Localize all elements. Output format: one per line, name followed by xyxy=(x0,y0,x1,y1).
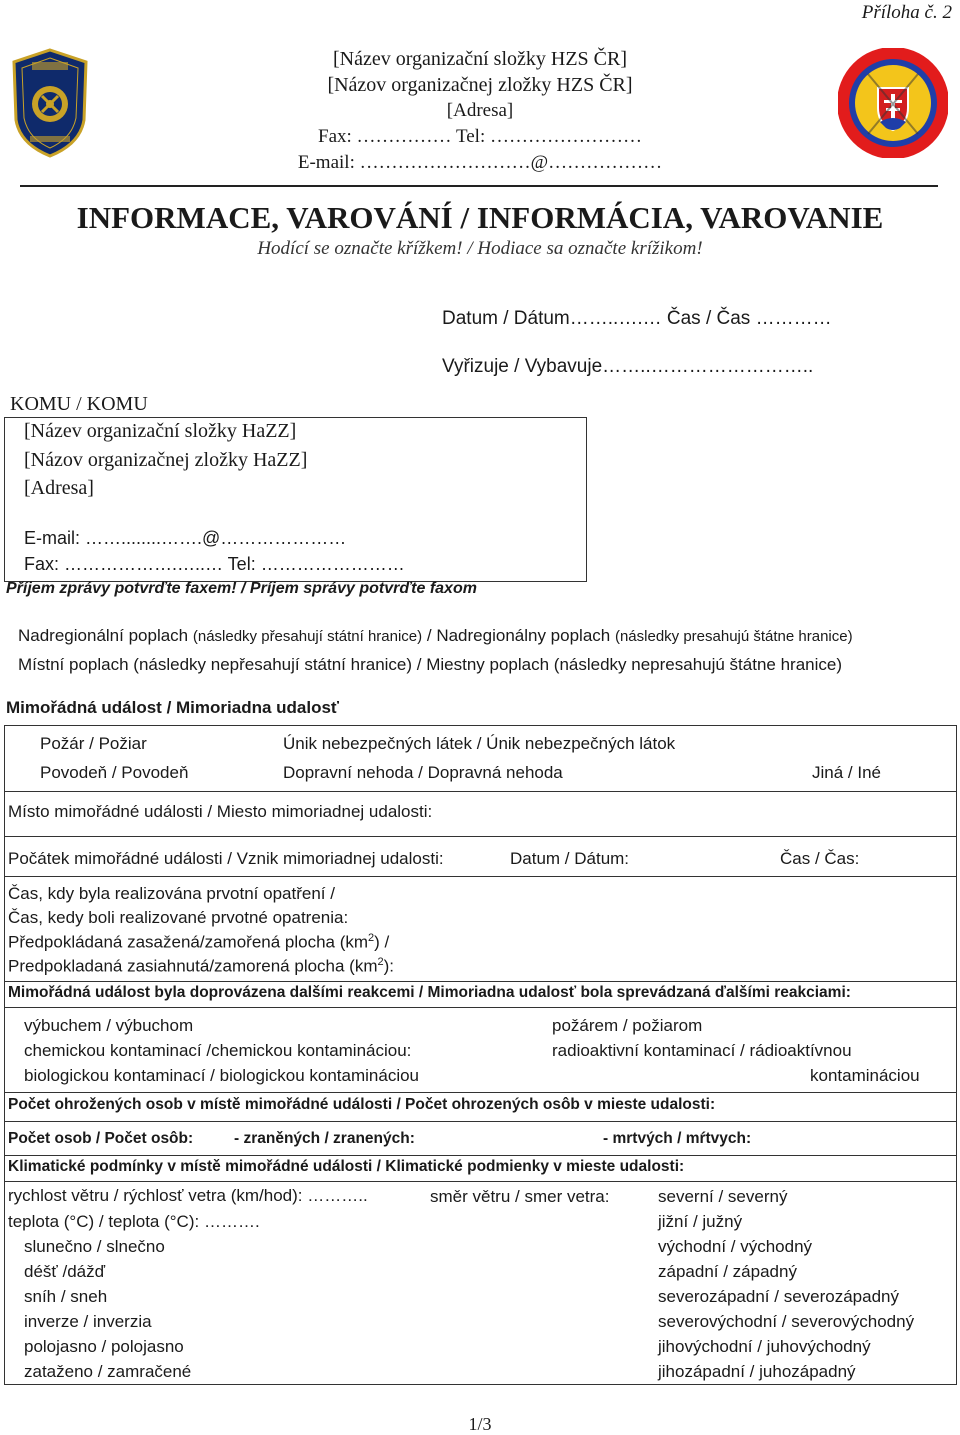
wind-west[interactable]: západní / západný xyxy=(658,1262,797,1281)
header-email: E-mail: ………………………@……………… xyxy=(297,152,663,173)
reaction-fire[interactable]: požárem / požiarom xyxy=(552,1016,703,1035)
reaction-biological[interactable]: biologickou kontaminací / biologickou kontamináciou xyxy=(24,1066,420,1085)
persons-count-label: Počet osob / Počet osôb: xyxy=(8,1130,194,1147)
event-hazmat-leak[interactable]: Únik nebezpečných látek / Únik nebezpečných látok xyxy=(283,734,676,753)
divider xyxy=(5,1181,956,1182)
wind-southwest[interactable]: jihozápadní / juhozápadný xyxy=(658,1362,856,1381)
recipient-fax-tel[interactable]: Fax: ……………….…..… Tel: …………………… xyxy=(24,554,405,574)
reactions-heading: Mimořádná událost byla doprovázena dalšími reakcemi / Mimoriadna udalosť bola sprevádzaná ďalšími reakciami: xyxy=(8,984,851,1001)
page-subtitle: Hodící se označte křížkem! / Hodiace sa označte krížikom! xyxy=(257,238,703,259)
event-traffic-accident[interactable]: Dopravní nehoda / Dopravná nehoda xyxy=(283,763,563,782)
divider xyxy=(5,1155,956,1156)
attachment-label: Příloha č. 2 xyxy=(861,2,952,23)
reaction-radioactive-cont: kontamináciou xyxy=(810,1066,920,1085)
divider xyxy=(5,836,956,837)
wind-direction-label: směr větru / smer vetra: xyxy=(430,1187,610,1206)
wind-north[interactable]: severní / severný xyxy=(658,1187,788,1206)
superscript: 2 xyxy=(368,932,375,944)
divider xyxy=(5,876,956,877)
event-flood[interactable]: Povodeň / Povodeň xyxy=(40,763,189,782)
recipient-org-sk: [Názov organizačnej zložky HaZZ] xyxy=(24,449,308,471)
weather-inversion[interactable]: inverze / inverzia xyxy=(24,1312,152,1331)
alarm-supra-note-sk: (následky presahujú štátne hranice) xyxy=(614,628,853,645)
measures-time-cz: Čas, kdy byla realizována prvotní opatření / xyxy=(8,884,335,903)
affected-area-cz-text: Předpokládaná zasažená/zamořená plocha (km xyxy=(8,932,369,952)
date-time-field[interactable]: Datum / Dátum……..….… Čas / Čas ………… xyxy=(442,308,832,329)
wind-northeast[interactable]: severovýchodní / severovýchodný xyxy=(658,1312,915,1331)
divider xyxy=(5,1092,956,1093)
wind-south[interactable]: jižní / južný xyxy=(658,1212,743,1231)
wind-speed-field[interactable]: rychlost větru / rýchlosť vetra (km/hod): ……….. xyxy=(8,1186,368,1205)
wind-east[interactable]: východní / východný xyxy=(658,1237,813,1256)
event-heading: Mimořádná událost / Mimoriadna udalosť xyxy=(6,698,340,717)
alarm-supra-label: Nadregionální poplach xyxy=(18,626,189,645)
recipient-address: [Adresa] xyxy=(24,477,94,499)
threatened-persons-field[interactable]: Počet ohrožených osob v místě mimořádné události / Počet ohrozených osôb v mieste udalosti: xyxy=(8,1096,716,1113)
recipient-label: KOMU / KOMU xyxy=(10,393,148,415)
wind-northwest[interactable]: severozápadní / severozápadný xyxy=(658,1287,899,1306)
persons-injured-field[interactable]: - zraněných / zranených: xyxy=(234,1130,415,1147)
affected-area-sk-text: Predpokladaná zasiahnutá/zamorená plocha (km xyxy=(8,956,378,976)
weather-sunny[interactable]: slunečno / slnečno xyxy=(24,1237,165,1256)
divider xyxy=(5,981,956,982)
alarm-supra-note: (následky přesahují státní hranice) xyxy=(192,628,423,645)
superscript: 2 xyxy=(377,956,384,968)
measures-time-sk[interactable]: Čas, kedy boli realizované prvotné opatrenia: xyxy=(8,908,349,927)
temperature-field[interactable]: teplota (°C) / teplota (°C): ………. xyxy=(8,1212,260,1231)
climate-heading: Klimatické podmínky v místě mimořádné události / Klimatické podmienky v mieste udalosti: xyxy=(8,1158,685,1175)
recipient-org-cz: [Název organizační složky HaZZ] xyxy=(24,420,297,442)
event-place-field[interactable]: Místo mimořádné události / Miesto mimoriadnej udalosti: xyxy=(8,802,433,821)
alarm-local[interactable]: Místní poplach (následky nepřesahují státní hranice) / Miestny poplach (následky nepresahujú štátne hranice) xyxy=(18,655,843,674)
page-title: INFORMACE, VAROVÁNÍ / INFORMÁCIA, VAROVANIE xyxy=(76,200,884,235)
weather-snow[interactable]: sníh / sneh xyxy=(24,1287,108,1306)
alarm-supraregional[interactable] xyxy=(18,626,853,646)
weather-rain[interactable]: déšť /dážď xyxy=(24,1262,106,1281)
affected-area-sk[interactable] xyxy=(8,956,394,977)
affected-area-cz-end: ) / xyxy=(374,932,390,952)
header-address: [Adresa] xyxy=(446,100,514,121)
divider xyxy=(5,791,956,792)
header-divider xyxy=(20,185,938,187)
reaction-chemical[interactable]: chemickou kontaminací /chemickou kontamináciou: xyxy=(24,1041,412,1060)
event-start-field[interactable]: Počátek mimořádné události / Vznik mimoriadnej udalosti: xyxy=(8,849,444,868)
event-fire[interactable]: Požár / Požiar xyxy=(40,734,147,753)
recipient-email[interactable]: E-mail: ……........…….@………………… xyxy=(24,528,347,548)
handler-field[interactable]: Vyřizuje / Vybavuje……..…………………….. xyxy=(442,356,814,377)
header-org-cz: [Název organizační složky HZS ČR] xyxy=(333,48,627,70)
reaction-radioactive[interactable]: radioaktivní kontaminací / rádioaktívnou xyxy=(552,1041,852,1060)
affected-area-cz xyxy=(8,932,389,953)
persons-dead-field[interactable]: - mrtvých / mŕtvych: xyxy=(603,1130,752,1147)
fax-confirm-note: Příjem zprávy potvrďte faxem! / Príjem správy potvrďte faxom xyxy=(6,580,477,597)
event-start-date[interactable]: Datum / Dátum: xyxy=(510,849,630,868)
affected-area-sk-end: ): xyxy=(383,956,395,976)
event-start-time[interactable]: Čas / Čas: xyxy=(780,849,860,868)
header-fax-tel: Fax: …………… Tel: …………………… xyxy=(318,126,642,147)
page-number: 1/3 xyxy=(468,1414,492,1434)
header-org-sk: [Názov organizačnej zložky HZS ČR] xyxy=(327,74,633,96)
weather-partly-cloudy[interactable]: polojasno / polojasno xyxy=(24,1337,184,1356)
event-other[interactable]: Jiná / Iné xyxy=(812,763,881,782)
reaction-explosion[interactable]: výbuchem / výbuchom xyxy=(24,1016,194,1035)
divider xyxy=(5,1007,956,1008)
divider xyxy=(5,1121,956,1122)
wind-southeast[interactable]: jihovýchodní / juhovýchodný xyxy=(658,1337,871,1356)
weather-overcast[interactable]: zataženo / zamračené xyxy=(24,1362,192,1381)
alarm-supra-label-sk: / Nadregionálny poplach xyxy=(422,626,611,645)
